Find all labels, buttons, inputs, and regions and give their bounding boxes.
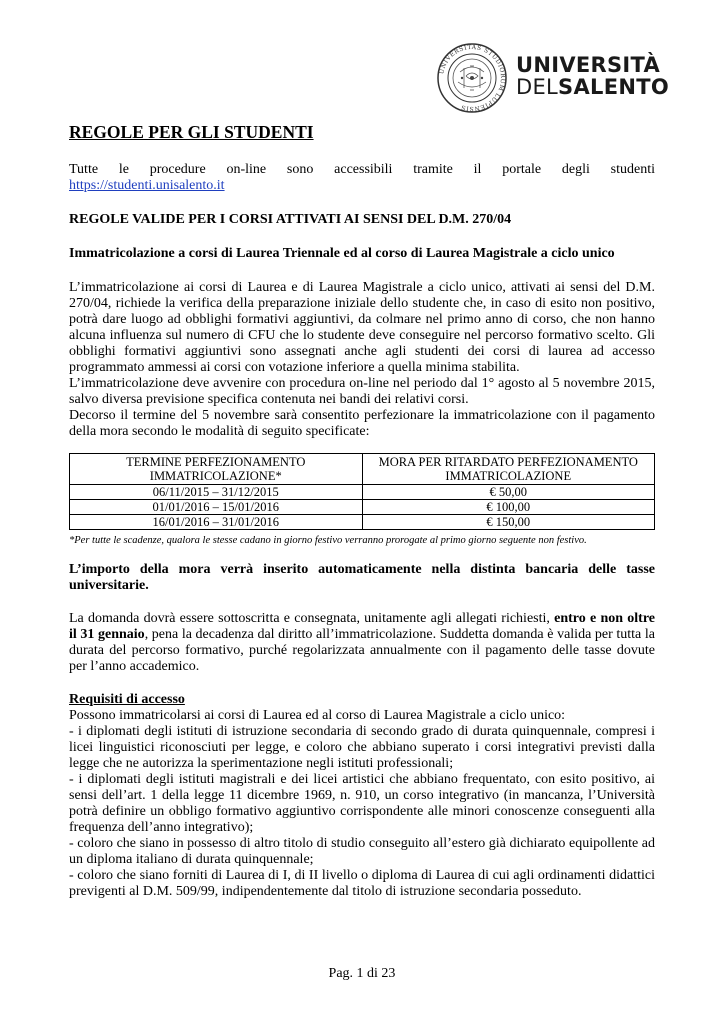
table-cell-period: 16/01/2016 – 31/01/2016 — [70, 515, 363, 530]
page-title: REGOLE PER GLI STUDENTI — [69, 122, 314, 142]
table-row — [70, 500, 655, 515]
intro-paragraph — [69, 162, 655, 178]
paragraph-4 — [69, 611, 655, 675]
portal-link[interactable]: https://studenti.unisalento.it — [69, 178, 225, 193]
intro-text: Tutte le procedure on-line sono accessibili tramite il portale degli studenti — [69, 162, 655, 177]
seal-text: UNIVERSITAS STUDIORUM LUPIENSIS — [438, 43, 507, 113]
page-footer: Pag. 1 di 23 — [328, 966, 396, 981]
list-item: - coloro che siano forniti di Laurea di I, di II livello o diploma di Laurea di cui agli ordinamenti didattici previgenti al D.M. 509/99, indipendentemente dal titolo di istruzione secondaria posseduto. — [69, 868, 655, 899]
paragraph-4-deadline: entro e non oltre il 31 gennaio — [69, 611, 655, 642]
requirements-heading: Requisiti di accesso — [69, 692, 185, 707]
requirements-intro: Possono immatricolarsi ai corsi di Laurea ed al corso di Laurea Magistrale a ciclo unico: — [69, 708, 566, 723]
list-item: - i diplomati degli istituti magistrali e dei licei artistici che abbiano frequentato, con esito positivo, ai sensi dell’art. 1 della legge 11 dicembre 1969, n. 910, un corso integrativo (in mancanza, l’Università potrà definire un obbligo formativo aggiuntivo corrispondente alle minori conoscenze conseguenti alla frequenza dell’anno integrativo); — [69, 772, 655, 835]
late-fee-table — [69, 453, 655, 530]
paragraph-1: L’immatricolazione ai corsi di Laurea e di Laurea Magistrale a ciclo unico, attivati ai sensi del D.M. 270/04, richiede la verifica della preparazione iniziale dello studente che, in caso di esito non positivo, potrà dare luogo ad obblighi formativi aggiuntivi, da colmare nel primo anno di corso, che non hanno alcuna influenza sul numero di CFU che lo studente deve conseguire nel percorso formativo scelto. Gli obblighi formativi aggiuntivi sono assegnati anche agli studenti dei corsi di laurea ad accesso programmato ammessi ai corsi con votazione inferiore a quella minima stabilita. — [69, 280, 655, 375]
table-cell-period: 01/01/2016 – 15/01/2016 — [70, 500, 363, 515]
paragraph-2: L’immatricolazione deve avvenire con procedura on-line nel periodo dal 1° agosto al 5 novembre 2015, salvo diversa previsione specifica contenuta nei bandi dei relativi corsi. — [69, 376, 655, 407]
table-row — [70, 515, 655, 530]
university-seal-icon — [436, 42, 508, 114]
bold-notice: L’importo della mora verrà inserito automaticamente nella distinta bancaria delle tasse universitarie. — [69, 562, 655, 593]
table-footnote: *Per tutte le scadenze, qualora le stesse cadano in giorno festivo verranno prorogate al primo giorno seguente non festivo. — [69, 535, 587, 546]
list-item: - coloro che siano in possesso di altro titolo di studio conseguito all’estero già dichiarato equipollente ad un diploma italiano di durata quinquennale; — [69, 836, 655, 867]
table-row — [70, 485, 655, 500]
portal-link-line — [69, 178, 655, 194]
table-cell-fee: € 150,00 — [362, 515, 655, 530]
university-header — [436, 42, 670, 118]
logo-line-2 — [516, 76, 669, 98]
paragraph-4-start: La domanda dovrà essere sottoscritta e consegnata, unitamente agli allegati richiesti, — [69, 611, 555, 626]
table-header-deadline: TERMINE PERFEZIONAMENTO IMMATRICOLAZIONE* — [70, 454, 363, 485]
logo-del: DEL — [516, 75, 559, 99]
paragraph-4-end: , pena la decadenza dal diritto all’immatricolazione. Suddetta domanda è valida per tutta la durata del percorso formativo, purché regolarizzata annualmente con il pagamento delle tasse dovute per l’anno accademico. — [69, 627, 655, 674]
table-cell-period: 06/11/2015 – 31/12/2015 — [70, 485, 363, 500]
table-cell-fee: € 50,00 — [362, 485, 655, 500]
section-heading: REGOLE VALIDE PER I CORSI ATTIVATI AI SENSI DEL D.M. 270/04 — [69, 212, 512, 227]
subheading: Immatricolazione a corsi di Laurea Triennale ed al corso di Laurea Magistrale a ciclo unico — [69, 246, 615, 261]
table-header-fee: MORA PER RITARDATO PERFEZIONAMENTO IMMATRICOLAZIONE — [362, 454, 655, 485]
logo-line-1: UNIVERSITÀ — [516, 53, 661, 77]
university-logo-text — [516, 54, 669, 98]
table-header-row — [70, 454, 655, 485]
table-cell-fee: € 100,00 — [362, 500, 655, 515]
list-item: - i diplomati degli istituti di istruzione secondaria di secondo grado di durata quinquennale, compresi i licei linguistici riconosciuti per legge, e coloro che abbiano superato i corsi integrativi previsti dalla legge che ne autorizza la sperimentazione negli istituti professionali; — [69, 724, 655, 771]
paragraph-3: Decorso il termine del 5 novembre sarà consentito perfezionare la immatricolazione con il pagamento della mora secondo le modalità di seguito specificate: — [69, 408, 655, 439]
document-body — [69, 122, 655, 900]
logo-salento: SALENTO — [558, 75, 670, 99]
